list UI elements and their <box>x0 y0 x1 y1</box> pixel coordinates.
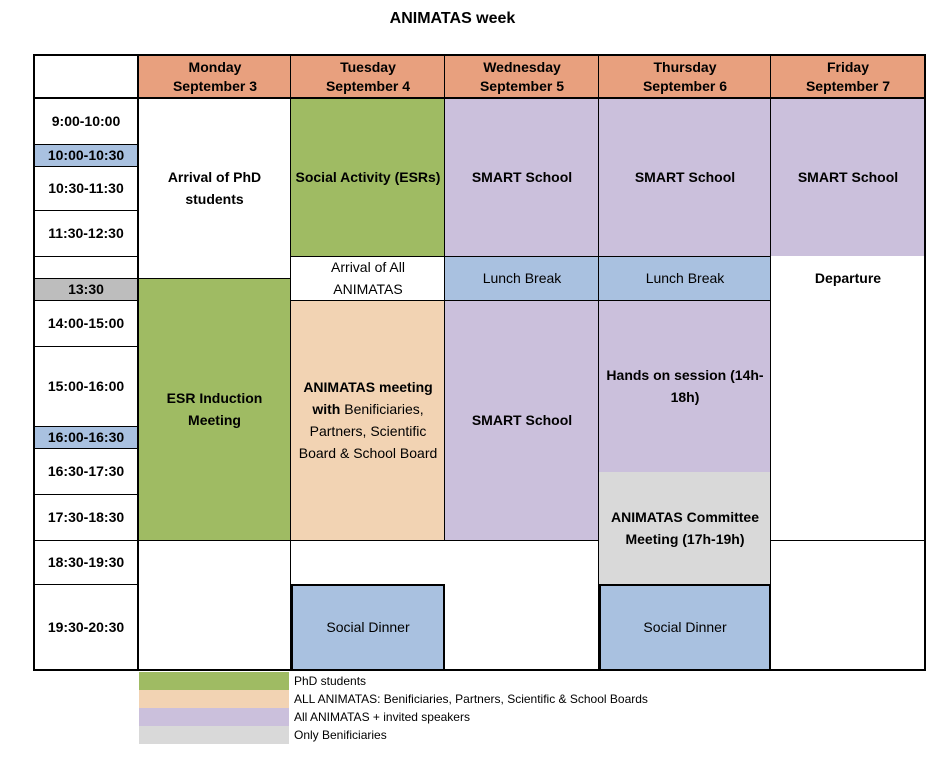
time-slot: 19:30-20:30 <box>47 619 125 635</box>
event-esr-induction: ESR Induction Meeting <box>138 278 291 540</box>
event-social-activity: Social Activity (ESRs) <box>291 98 445 256</box>
time-slot: 15:00-16:00 <box>47 378 125 394</box>
event-departure: Departure <box>771 256 925 300</box>
time-slot: 10:00-10:30 <box>34 144 138 166</box>
time-slot: 13:30 <box>34 278 138 300</box>
time-slot: 10:30-11:30 <box>48 180 124 196</box>
day-date: September 6 <box>642 78 728 94</box>
legend-swatch-all-animatas <box>139 690 289 708</box>
event-arrival-all: Arrival of All ANIMATAS <box>291 256 445 300</box>
event-social-dinner: Social Dinner <box>291 584 445 670</box>
meeting-attendees: Benificiaries, Partners, Scientific Board & School Board <box>298 401 438 461</box>
legend-swatch-invited <box>139 708 289 726</box>
page-title: ANIMATAS week <box>389 10 516 27</box>
meeting-title: ANIMATAS meeting with <box>303 379 433 417</box>
table-border <box>33 54 926 671</box>
legend-label: All ANIMATAS + invited speakers <box>294 710 470 724</box>
time-slot: 16:30-17:30 <box>47 463 125 479</box>
time-slot: 14:00-15:00 <box>47 315 125 331</box>
day-name: Monday <box>188 59 242 75</box>
day-name: Tuesday <box>340 59 396 75</box>
legend-label: PhD students <box>294 674 367 688</box>
time-slot: 11:30-12:30 <box>48 225 124 241</box>
day-date: September 4 <box>325 78 411 94</box>
day-name: Friday <box>826 59 869 75</box>
time-slot: 9:00-10:00 <box>51 113 121 129</box>
event-lunch-break: Lunch Break <box>445 256 599 300</box>
event-smart-school: SMART School <box>445 300 599 540</box>
day-name: Wednesday <box>483 59 561 75</box>
day-date: September 5 <box>479 78 565 94</box>
event-social-dinner: Social Dinner <box>599 584 771 670</box>
day-date: September 7 <box>805 78 891 94</box>
legend-swatch-beneficiaries <box>139 726 289 744</box>
event-hands-on-session: Hands on session (14h-18h) <box>599 300 771 472</box>
event-lunch-break: Lunch Break <box>599 256 771 300</box>
day-date: September 3 <box>172 78 258 94</box>
time-slot: 17:30-18:30 <box>47 509 125 525</box>
legend-label: ALL ANIMATAS: Benificiaries, Partners, Scientific & School Boards <box>294 692 648 706</box>
event-smart-school: SMART School <box>599 98 771 256</box>
day-name: Thursday <box>653 59 717 75</box>
legend-label: Only Benificiaries <box>294 728 387 742</box>
event-committee-meeting: ANIMATAS Committee Meeting (17h-19h) <box>599 472 771 584</box>
event-arrival-phd: Arrival of PhD students <box>138 98 291 278</box>
time-slot: 16:00-16:30 <box>34 426 138 448</box>
legend-swatch-phd <box>139 672 289 690</box>
dinner-box-border <box>599 584 771 671</box>
time-slot: 18:30-19:30 <box>47 554 125 570</box>
dinner-box-border <box>291 584 445 671</box>
event-smart-school: SMART School <box>445 98 599 256</box>
event-smart-school: SMART School <box>771 98 925 256</box>
